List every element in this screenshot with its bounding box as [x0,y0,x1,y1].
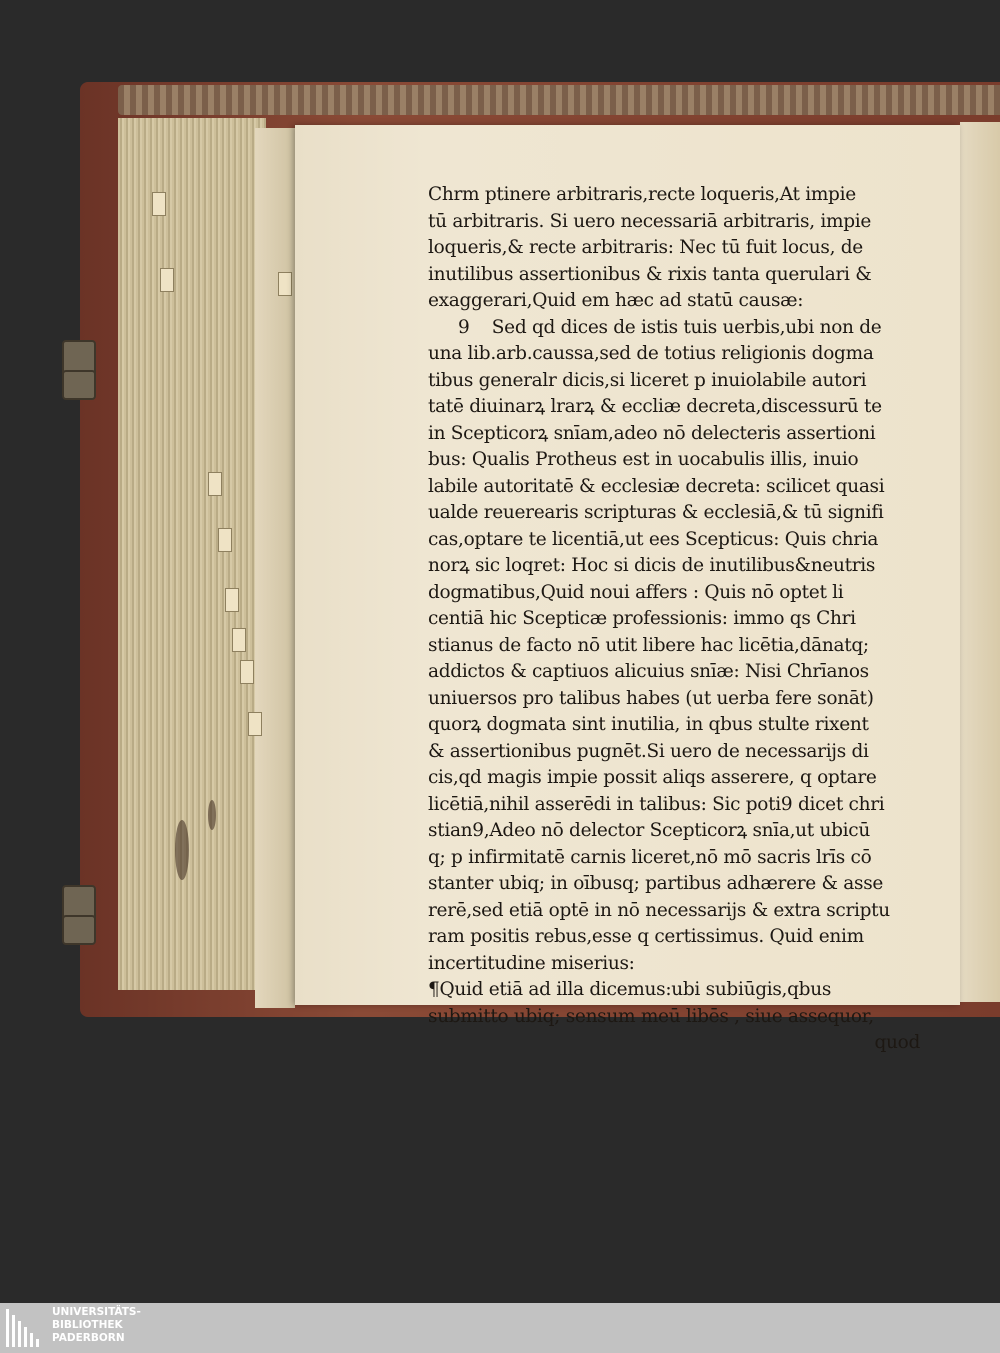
text-line: loqueris,& recte arbitraris: Nec tū fuit locus, de [428,237,863,258]
text-line: tū arbitraris. Si uero necessariā arbitraris, impie [428,210,872,232]
text-line: ¶Quid etiā ad illa dicemus:ubi subiūgis,qbus [428,979,832,1000]
thumb-tab [248,712,262,736]
text-line: norꝝ sic loqret: Hoc si dicis de inutilibus&neutris [428,555,876,576]
thumb-tab [278,272,292,296]
text-line: rerē,sed etiā optē in nō necessarijs & extra scriptu [428,899,890,921]
text-line: tatē diuinarꝝ lrarꝝ & eccliæ decreta,discessurū te [428,396,882,417]
text-line: & assertionibus pugnēt.Si uero de necessarijs di [428,740,869,762]
text-line: addictos & captiuos alicuius snīæ: Nisi Chrīanos [428,661,869,682]
text-line: cis,qd magis impie possit aliqs asserere, q optare [428,767,877,788]
text-line: dogmatibus,Quid noui affers : Quis nō optet li [428,581,844,603]
cover-top-edge [118,85,1000,115]
thumb-tab [240,660,254,684]
text-line: una lib.arb.caussa,sed de totius religionis dogma [428,343,874,364]
text-line: Chrm ptinere arbitraris,recte loqueris,At impie [428,184,856,205]
text-line: ram positis rebus,esse q certissimus. Quid enim [428,926,864,947]
facing-page-edge [960,122,1000,1002]
library-name-line: PADERBORN [52,1332,125,1344]
text-line: inutilibus assertionibus & rixis tanta querulari & [428,263,872,285]
text-line: exaggerari,Quid em hæc ad statū causæ: [428,290,804,311]
text-line: cas,optare te licentiā,ut ees Scepticus: Quis chria [428,528,879,550]
thumb-tab [225,588,239,612]
page-gutter [255,128,295,1008]
library-name [52,1306,141,1345]
text-line: bus: Qualis Protheus est in uocabulis illis, inuio [428,449,859,470]
clasp-upper-hinge-icon [62,370,96,400]
text-line: centiā hic Scepticæ professionis: immo qs Chri [428,608,856,629]
text-line: stianus de facto nō utit libere hac licētia,dānatq; [428,634,869,656]
thumb-tab [218,528,232,552]
text-line: licētiā,nihil asserēdi in talibus: Sic poti9 dicet chri [428,793,885,815]
text-line: q; p infirmitatē carnis liceret,nō mō sacris lrīs cō [428,846,872,868]
text-line: stanter ubiq; in oībusq; partibus adhærere & asse [428,873,884,894]
stain-mark [208,800,216,830]
stain-mark [175,820,189,880]
thumb-tab [160,268,174,292]
text-line: submitto ubiq; sensum meū libēs , siue assequor, [428,1005,874,1027]
thumb-tab [232,628,246,652]
clasp-lower-hinge-icon [62,915,96,945]
thumb-tab [152,192,166,216]
text-line: in Scepticorꝝ snīam,adeo nō delecteris assertioni [428,422,876,444]
text-block-edge [118,118,266,990]
text-line: uniuersos pro talibus habes (ut uerba fere sonāt) [428,687,874,709]
text-line: tibus generalr dicis,si liceret p inuiolabile autori [428,369,867,391]
text-line: labile autoritatē & ecclesiæ decreta: scilicet quasi [428,475,885,497]
page-text [428,182,928,1057]
catchword: quod [874,1032,920,1053]
text-line: incertitudine miserius: [428,952,635,974]
library-footer [0,1303,1000,1353]
text-line: quorꝝ dogmata sint inutilia, in qbus stulte rixent [428,714,869,735]
text-line: 9 Sed qd dices de istis tuis uerbis,ubi non de [458,316,882,338]
thumb-tab [208,472,222,496]
library-logo-icon [6,1309,44,1347]
text-line: stian9,Adeo nō delector Scepticorꝝ snīa,ut ubicū [428,820,870,841]
text-line: ualde reuerearis scripturas & ecclesiā,& tū signifi [428,502,884,523]
library-name-line: BIBLIOTHEK [52,1319,123,1331]
library-name-line: UNIVERSITÄTS- [52,1306,141,1318]
